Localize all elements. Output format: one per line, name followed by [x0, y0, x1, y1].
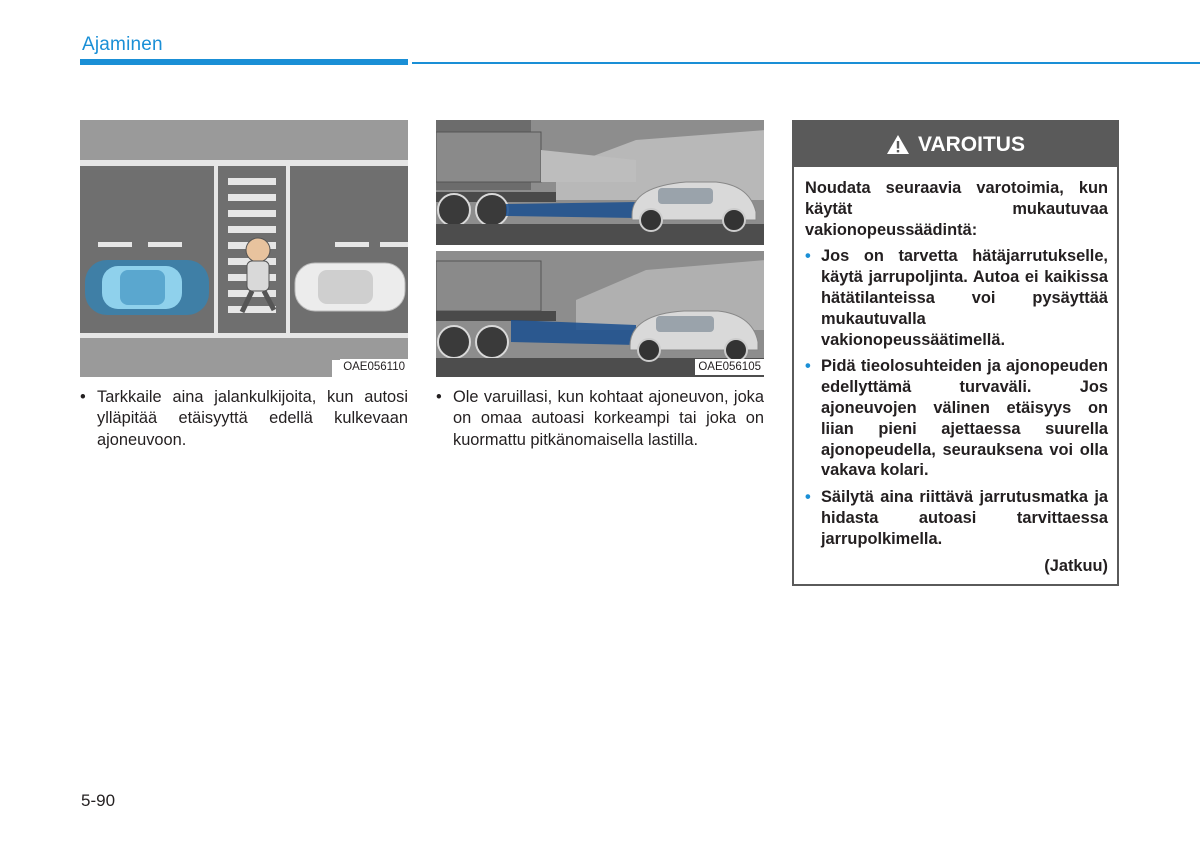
figure-code: OAE056110 — [340, 359, 408, 375]
warning-triangle-icon — [886, 134, 910, 155]
section-title: Ajaminen — [82, 34, 163, 55]
warning-body — [794, 167, 1117, 576]
warning-box — [792, 120, 1119, 586]
warning-item-text: Säilytä aina riittävä jarrutusmatka ja hidasta autoasi tarvittaessa jarrupolkimella. — [821, 488, 1108, 548]
warning-header — [794, 122, 1117, 167]
bullet-dot: • — [80, 388, 86, 406]
bullet-dot: • — [805, 488, 811, 507]
warning-item — [805, 487, 1108, 549]
left-bullet-text: Tarkkaile aina jalankulkijoita, kun autosi ylläpitää etäisyyttä edellä kulkevaan ajoneuvoon. — [97, 388, 408, 449]
header-rule-thick — [80, 59, 408, 65]
figure-pedestrian-crossing — [80, 120, 408, 377]
warning-continued: (Jatkuu) — [1044, 556, 1108, 575]
warning-intro: Noudata seuraavia varotoimia, kun käytät mukautuvaa vakionopeussäädintä: — [805, 179, 1108, 239]
bullet-dot: • — [805, 357, 811, 376]
middle-bullet-text: Ole varuillasi, kun kohtaat ajoneuvon, joka on omaa autoasi korkeampi tai joka on kuormattu pitkänomaisella lastilla. — [453, 388, 764, 449]
middle-bullet-paragraph — [436, 387, 764, 451]
warning-item — [805, 356, 1108, 481]
warning-item-text: Pidä tieolosuhteiden ja ajonopeuden edellyttämä turvaväli. Jos ajoneuvojen välinen etäisyys on liian pieni ajettaessa suurella ajonopeudella, seurauksena voi olla vakava kolari. — [821, 357, 1108, 480]
bullet-dot: • — [436, 388, 442, 406]
bullet-dot: • — [805, 247, 811, 266]
page-number: 5-90 — [81, 791, 116, 810]
figure-code: OAE056105 — [695, 359, 764, 375]
figure-truck-load — [436, 120, 764, 377]
left-bullet-paragraph — [80, 387, 408, 451]
header-rule-thin — [412, 62, 1200, 64]
warning-item — [805, 246, 1108, 350]
warning-title: VAROITUS — [918, 132, 1025, 156]
warning-item-text: Jos on tarvetta hätäjarrutukselle, käytä jarrupoljinta. Autoa ei kaikissa hätätilanteissa voi pysäyttää mukautuvalla vakionopeussäätimellä. — [821, 247, 1108, 349]
